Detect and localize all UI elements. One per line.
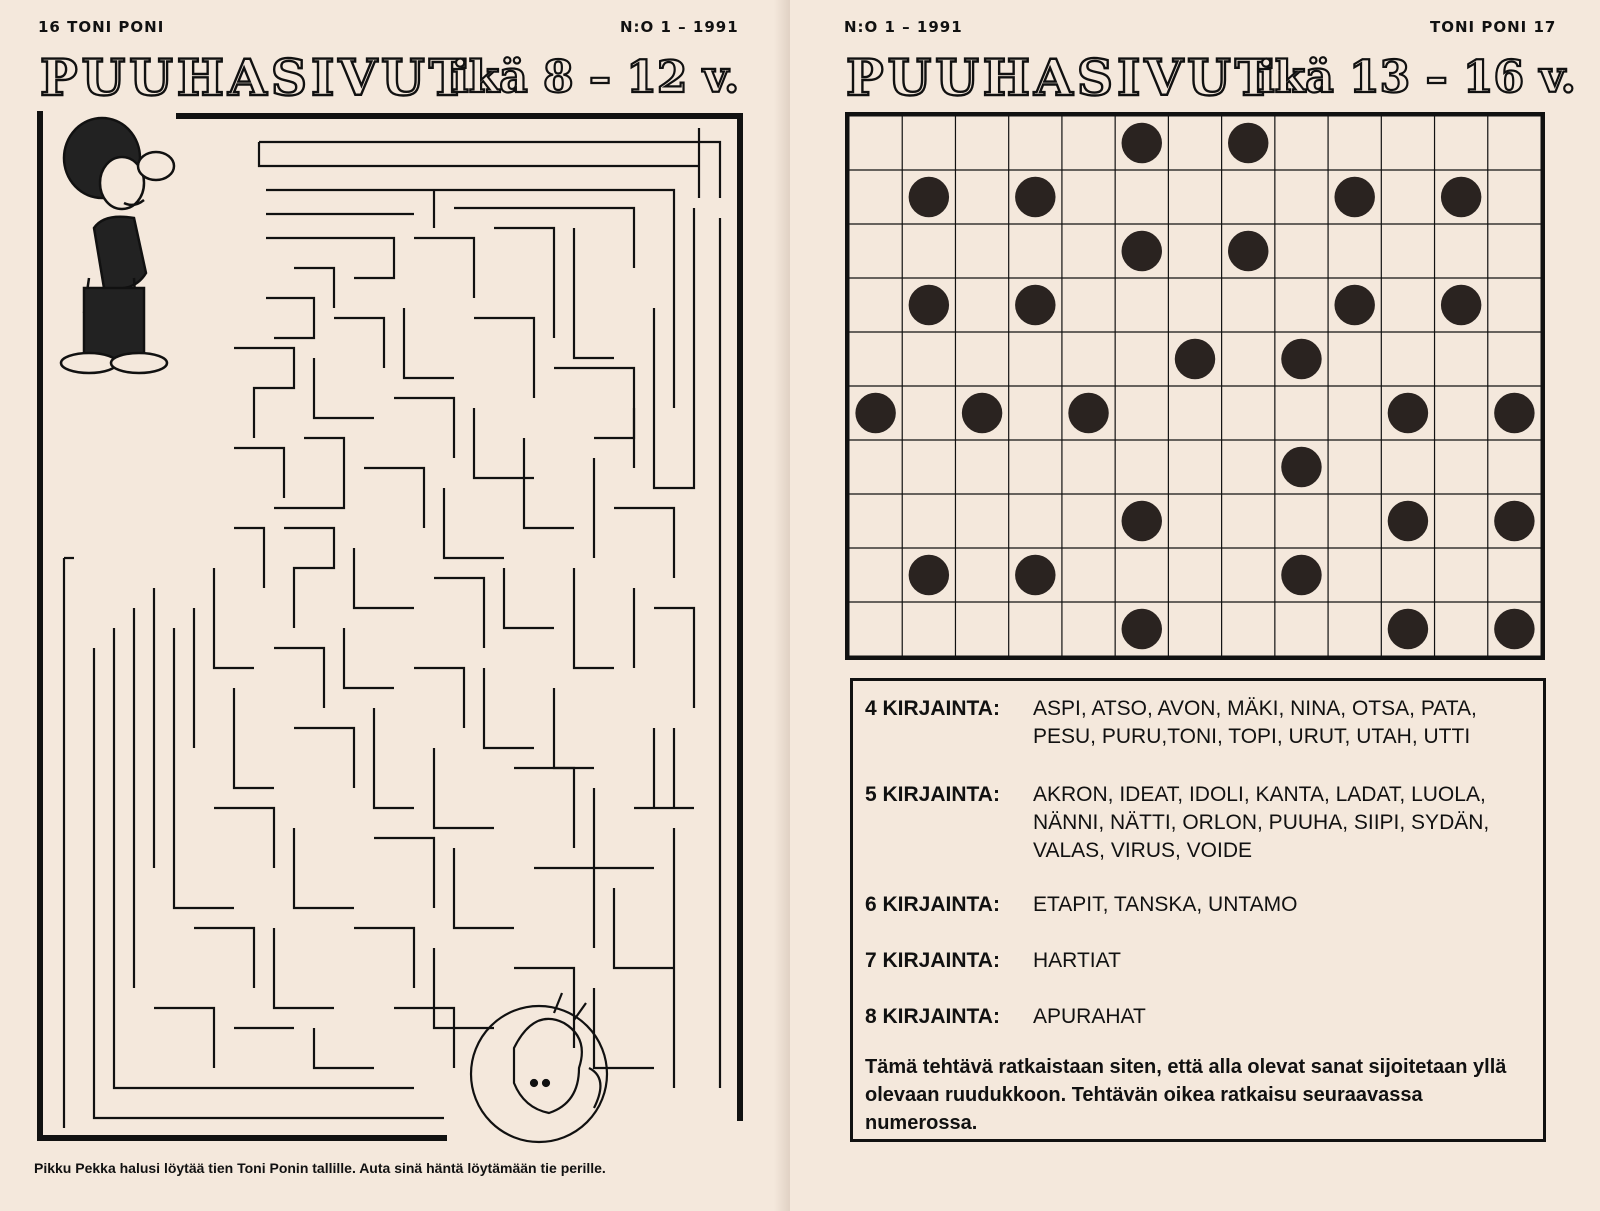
pikku-pekka-character bbox=[61, 118, 174, 373]
blocked-cell-dot bbox=[1388, 501, 1428, 541]
blocked-cell-dot bbox=[1122, 231, 1162, 271]
blocked-cell-dot bbox=[1334, 177, 1374, 217]
maze-caption: Pikku Pekka halusi löytää tien Toni Ponin tallille. Auta sinä häntä löytämään tie perille. bbox=[34, 1160, 606, 1176]
word-group-words: ASPI, ATSO, AVON, MÄKI, NINA, OTSA, PATA, PESU, PURU,TONI, TOPI, URUT, UTAH, UTTI bbox=[1033, 697, 1477, 748]
left-page bbox=[0, 0, 790, 1211]
word-group-label: 6 KIRJAINTA: bbox=[865, 893, 1000, 916]
right-issue-number: N:O 1 – 1991 bbox=[844, 18, 963, 36]
word-group-7 bbox=[865, 947, 1533, 975]
puzzle-instructions: Tämä tehtävä ratkaistaan siten, että alla olevat sanat sijoitetaan yllä olevaan ruudukkoon. Tehtävän oikea ratkaisu seuraavassa numerossa. bbox=[865, 1056, 1507, 1134]
right-page-title: PUUHASIVUT bbox=[846, 48, 1276, 107]
blocked-cell-dot bbox=[1494, 609, 1534, 649]
blocked-cell-dot bbox=[1068, 393, 1108, 433]
blocked-cell-dot bbox=[1494, 501, 1534, 541]
word-group-label: 4 KIRJAINTA: bbox=[865, 697, 1000, 720]
left-folio: 16 TONI PONI bbox=[38, 18, 165, 36]
blocked-cell-dot bbox=[1334, 285, 1374, 325]
word-group-4 bbox=[865, 695, 1533, 751]
blocked-cell-dot bbox=[1122, 609, 1162, 649]
word-group-label: 5 KIRJAINTA: bbox=[865, 783, 1000, 806]
word-group-label: 8 KIRJAINTA: bbox=[865, 1005, 1000, 1028]
right-folio: TONI PONI 17 bbox=[1430, 18, 1557, 36]
word-group-words: HARTIAT bbox=[1033, 949, 1121, 972]
toni-poni-horse-logo bbox=[471, 993, 607, 1142]
word-group-words: ETAPIT, TANSKA, UNTAMO bbox=[1033, 893, 1298, 916]
word-group-6 bbox=[865, 891, 1533, 919]
blocked-cell-dot bbox=[1122, 123, 1162, 163]
maze-puzzle bbox=[34, 108, 746, 1148]
blocked-cell-dot bbox=[1175, 339, 1215, 379]
blocked-cell-dot bbox=[1015, 555, 1055, 595]
blocked-cell-dot bbox=[1281, 339, 1321, 379]
blocked-cell-dot bbox=[855, 393, 895, 433]
blocked-cell-dot bbox=[1281, 447, 1321, 487]
left-issue-number: N:O 1 – 1991 bbox=[620, 18, 739, 36]
maze-walls bbox=[64, 128, 720, 1128]
blocked-cell-dot bbox=[1494, 393, 1534, 433]
word-group-label: 7 KIRJAINTA: bbox=[865, 949, 1000, 972]
blocked-cell-dot bbox=[1281, 555, 1321, 595]
left-page-title: PUUHASIVUT bbox=[40, 48, 470, 107]
blocked-cell-dot bbox=[1441, 177, 1481, 217]
blocked-cell-dot bbox=[909, 285, 949, 325]
right-age-range: ikä 13 – 16 v. bbox=[1258, 52, 1576, 103]
blocked-cell-dot bbox=[1228, 231, 1268, 271]
word-group-5 bbox=[865, 781, 1533, 865]
blocked-cell-dot bbox=[1441, 285, 1481, 325]
word-group-words: AKRON, IDEAT, IDOLI, KANTA, LADAT, LUOLA, NÄNNI, NÄTTI, ORLON, PUUHA, SIIPI, SYDÄN, VALAS, VIRUS, VOIDE bbox=[1033, 783, 1490, 862]
blocked-cell-dot bbox=[1388, 609, 1428, 649]
blocked-cell-dot bbox=[1015, 177, 1055, 217]
word-group-8 bbox=[865, 1003, 1533, 1031]
blocked-cell-dot bbox=[909, 555, 949, 595]
crossword-grid bbox=[845, 112, 1545, 660]
word-list-box bbox=[850, 678, 1546, 1142]
word-group-words: APURAHAT bbox=[1033, 1005, 1146, 1028]
blocked-cell-dot bbox=[1122, 501, 1162, 541]
blocked-cell-dot bbox=[1388, 393, 1428, 433]
blocked-cell-dot bbox=[1015, 285, 1055, 325]
blocked-cell-dot bbox=[909, 177, 949, 217]
left-age-range: ikä 8 – 12 v. bbox=[452, 52, 740, 103]
blocked-cell-dot bbox=[1228, 123, 1268, 163]
blocked-cell-dot bbox=[962, 393, 1002, 433]
